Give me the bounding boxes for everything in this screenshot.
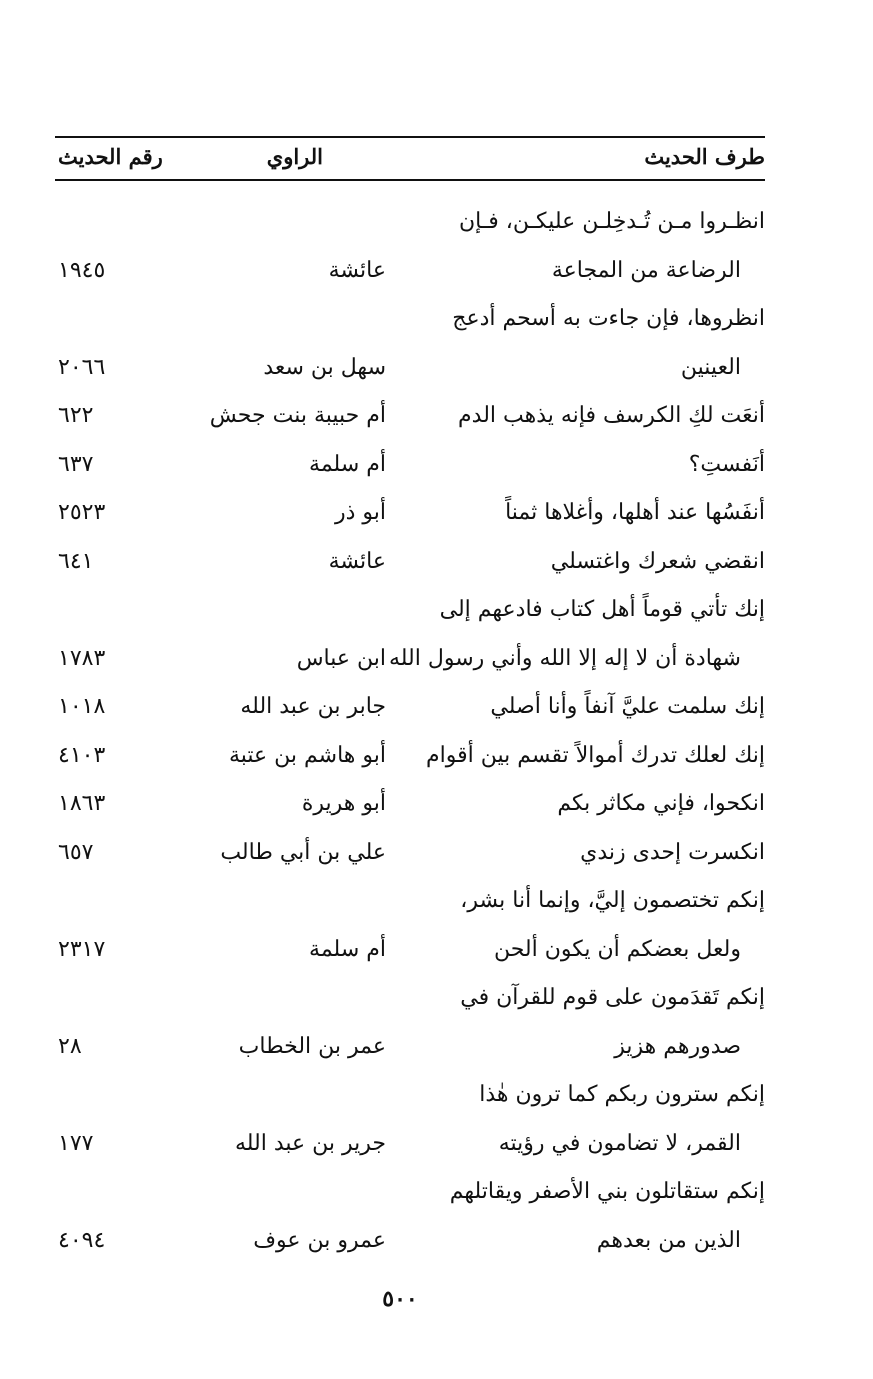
hadith-fragment-line: إنكم ستقاتلون بني الأصفر ويقاتلهم [449,1179,765,1204]
narrator-name: عمرو بن عوف [253,1227,386,1253]
narrator-name: ابن عباس [296,645,386,671]
narrator-column-header: الراوي [266,144,323,169]
narrator-name: أبو هريرة [301,791,386,816]
hadith-number: ٤٠٩٤ [58,1227,106,1253]
page-number: ٥٠٠ [382,1286,418,1312]
hadith-fragment-line: الرضاعة من المجاعة [551,257,741,283]
narrator-name: عمر بن الخطاب [238,1033,386,1059]
hadith-fragment-line: إنك سلمت عليَّ آنفاً وأنا أصلي [490,694,765,719]
hadith-fragment-line: شهادة أن لا إله إلا الله وأني رسول الله [388,645,741,671]
hadith-fragment-line: ولعل بعضكم أن يكون ألحن [493,936,741,962]
narrator-name: أبو هاشم بن عتبة [228,742,386,768]
narrator-name: جابر بن عبد الله [240,694,386,719]
hadith-fragment-line: أنفَسُها عند أهلها، وأغلاها ثمناً [505,500,765,525]
hadith-number: ١٠١٨ [58,694,106,719]
narrator-name: أبو ذر [334,500,386,525]
hadith-fragment-line: انكحوا، فإني مكاثر بكم [557,791,765,816]
hadith-fragment-line: أنَفستِ؟ [688,451,765,477]
hadith-fragment-line: القمر، لا تضامون في رؤيته [498,1130,741,1156]
hadith-number: ١٧٨٣ [58,645,106,671]
hadith-fragment-line: إنك لعلك تدرك أموالاً تقسم بين أقوام [426,742,765,768]
hadith-fragment-line: إنكم سترون ربكم كما ترون هٰذا [479,1082,765,1107]
hadith-fragment-line: انظـروا مـن تُـدخِلـن عليكـن، فـإن [458,209,765,234]
hadith-fragment-line: انظروها، فإن جاءت به أسحم أدعج [452,306,765,331]
number-column-header: رقم الحديث [58,144,163,169]
hadith-number: ٦٥٧ [58,839,94,865]
hadith-number: ١٩٤٥ [58,257,106,283]
hadith-number: ١٨٦٣ [58,791,106,816]
narrator-name: عائشة [328,257,386,283]
hadith-fragment-line: إنك تأتي قوماً أهل كتاب فادعهم إلى [439,597,765,622]
hadith-number: ١٧٧ [58,1130,94,1156]
hadith-number: ٢٠٦٦ [58,354,106,380]
narrator-name: أم سلمة [309,936,386,962]
hadith-fragment-line: انكسرت إحدى زندي [580,839,765,865]
hadith-fragment-line: انقضي شعرك واغتسلي [550,548,765,574]
hadith-fragment-line: العينين [680,354,741,380]
narrator-name: أم حبيبة بنت جحش [209,403,386,428]
narrator-name: أم سلمة [309,451,386,477]
hadith-fragment-line: صدورهم هزيز [614,1033,741,1059]
hadith-number: ٦٣٧ [58,451,94,477]
hadith-fragment-line: إنكم تختصمون إليَّ، وإنما أنا بشر، [460,888,765,913]
narrator-name: عائشة [328,548,386,574]
hadith-fragment-line: الذين من بعدهم [596,1227,741,1253]
hadith-number: ٢٣١٧ [58,936,106,962]
hadith-fragment-line: إنكم تَقدَمون على قوم للقرآن في [460,985,765,1010]
narrator-name: علي بن أبي طالب [220,839,386,865]
fragment-column-header: طرف الحديث [644,144,765,169]
hadith-fragment-line: أنعَت لكِ الكرسف فإنه يذهب الدم [458,403,765,428]
hadith-number: ٦٢٢ [58,403,94,428]
narrator-name: سهل بن سعد [263,354,386,380]
hadith-number: ٢٥٢٣ [58,500,106,525]
narrator-name: جرير بن عبد الله [234,1130,386,1156]
hadith-number: ٢٨ [58,1033,82,1059]
hadith-number: ٦٤١ [58,548,94,574]
hadith-number: ٤١٠٣ [58,742,106,768]
